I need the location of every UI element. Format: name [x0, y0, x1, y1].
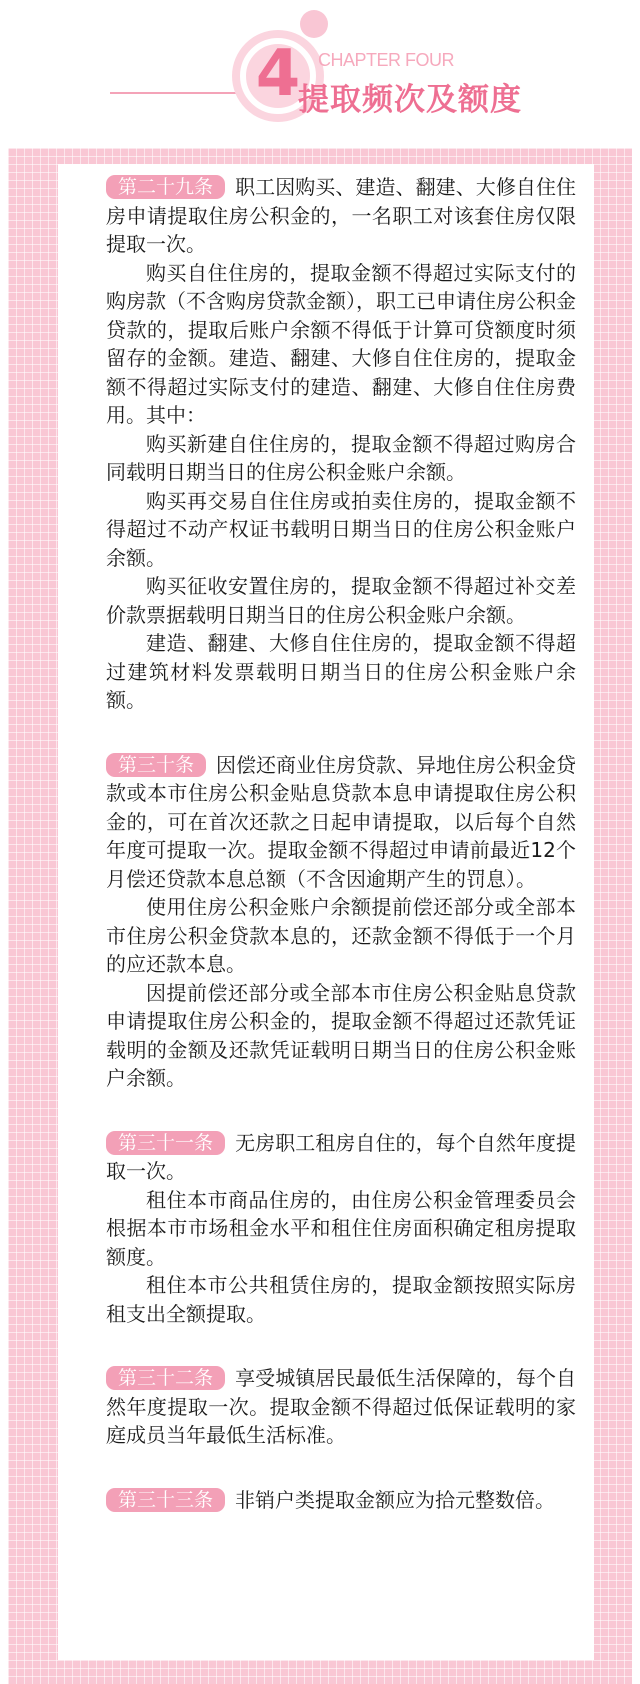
article-paragraph: [106, 1364, 576, 1450]
article-paragraph: [106, 1486, 576, 1515]
article-paragraph: 购买再交易自住住房或拍卖住房的，提取金额不得超过不动产权证书载明日期当日的住房公积金账户余额。: [106, 488, 576, 570]
article-31: [106, 1129, 576, 1329]
article-text: 无房职工租房自住的，每个自然年度提取一次。: [106, 1130, 576, 1183]
article-tag: 第三十二条: [106, 1366, 225, 1390]
article-tag: 第三十一条: [106, 1131, 225, 1155]
header-divider-line: [110, 92, 240, 94]
article-text: 因偿还商业住房贷款、异地住房公积金贷款或本市住房公积金贴息贷款本息申请提取住房公积金的，可在首次还款之日起申请提取，以后每个自然年度可提取一次。提取金额不得超过申请前最近12个月偿还贷款本息总额（不含因逾期产生的罚息）。: [106, 752, 577, 891]
article-paragraph: 建造、翻建、大修自住住房的，提取金额不得超过建筑材料发票载明日期当日的住房公积金账户余额。: [106, 631, 576, 712]
chapter-number: 4: [255, 37, 301, 111]
article-30: [106, 751, 576, 1093]
article-paragraph: [106, 1129, 576, 1186]
article-text: 职工因购买、建造、翻建、大修自住住房申请提取住房公积金的，一名职工对该套住房仅限提取一次。: [106, 175, 576, 256]
article-text: 非销户类提取金额应为拾元整数倍。: [235, 1487, 556, 1512]
article-paragraph: 购买新建自住住房的，提取金额不得超过购房合同载明日期当日的住房公积金账户余额。: [106, 431, 576, 484]
chapter-title: 提取频次及额度: [298, 82, 522, 118]
article-paragraph: [106, 173, 576, 259]
article-list: [106, 173, 576, 1514]
article-29: [106, 173, 576, 715]
article-32: [106, 1364, 576, 1450]
article-paragraph: 使用住房公积金账户余额提前偿还部分或全部本市住房公积金贷款本息的，还款金额不得低于一个月的应还款本息。: [106, 895, 576, 976]
article-paragraph: 购买征收安置住房的，提取金额不得超过补交差价款票据载明日期当日的住房公积金账户余额。: [106, 574, 576, 627]
article-paragraph: 租住本市商品住房的，由住房公积金管理委员会根据本市市场租金水平和租住住房面积确定租房提取额度。: [106, 1187, 576, 1269]
article-tag: 第三十条: [106, 753, 206, 777]
chapter-label-en: CHAPTER FOUR: [318, 50, 455, 70]
article-paragraph: [106, 751, 576, 894]
article-text: 享受城镇居民最低生活保障的，每个自然年度提取一次。提取金额不得超过低保证载明的家庭成员当年最低生活标准。: [106, 1366, 576, 1447]
article-paragraph: 因提前偿还部分或全部本市住房公积金贴息贷款申请提取住房公积金的，提取金额不得超过还款凭证载明的金额及还款凭证载明日期当日的住房公积金账户余额。: [106, 980, 576, 1090]
article-paragraph: 购买自住住房的，提取金额不得超过实际支付的购房款（不含购房贷款金额），职工已申请住房公积金贷款的，提取后账户余额不得低于计算可贷额度时须留存的金额。建造、翻建、大修自住住房的，提取金额不得超过实际支付的建造、翻建、大修自住住房费用。其中：: [106, 260, 576, 427]
article-33: [106, 1486, 576, 1515]
article-paragraph: 租住本市公共租赁住房的，提取金额按照实际房租支出全额提取。: [106, 1273, 576, 1326]
chapter-header: [0, 0, 640, 150]
article-tag: 第三十三条: [106, 1488, 225, 1512]
article-tag: 第二十九条: [106, 175, 225, 199]
